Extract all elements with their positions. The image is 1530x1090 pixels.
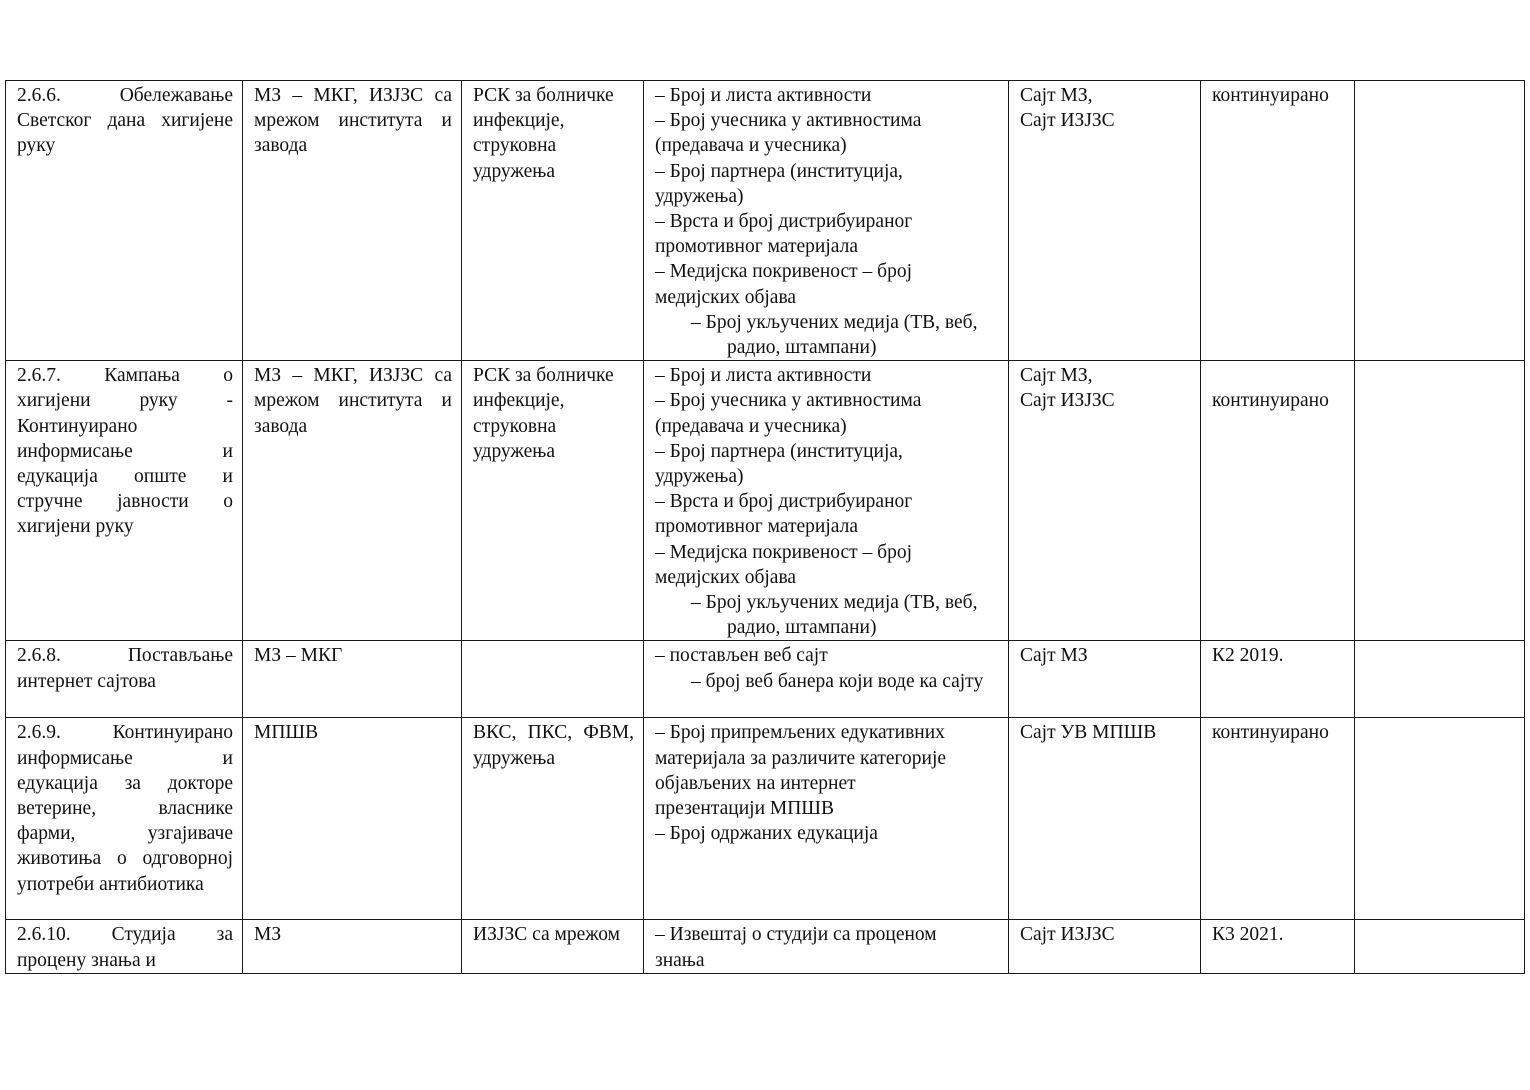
activity-cell: 2.6.7. Кампања о хигијени руку - Континуирано информисање и едукација опште и стручне јавности о хигијени руку — [6, 361, 243, 641]
source-cell: Сајт МЗ, Сајт ИЗЈЗС — [1009, 361, 1201, 641]
deadline-cell: К3 2021. — [1201, 920, 1355, 973]
activity-cell: 2.6.10. Студија за процену знања и — [6, 920, 243, 973]
note-cell — [1355, 81, 1525, 361]
responsible-cell: МЗ – МКГ, ИЗЈЗС са мрежом института и завода — [243, 81, 462, 361]
indicators-cell: – Број и листа активности – Број учесника у активностима (предавача и учесника) – Број партнера (институција, удружења) – Врста и број дистрибуираног промотивног материјала – Медијска покривеност – број медијских објава – Број укључених медија (ТВ, веб, радио, штампани) — [644, 81, 1009, 361]
partners-cell: ВКС, ПКС, ФВМ, удружења — [462, 718, 644, 920]
indicators-cell: – Извештај о студији са проценом знања — [644, 920, 1009, 973]
table-row — [6, 81, 1525, 361]
table-row — [6, 718, 1525, 920]
table-row — [6, 361, 1525, 641]
responsible-cell: МПШВ — [243, 718, 462, 920]
activities-table — [5, 80, 1525, 974]
indicators-cell: – Број и листа активности – Број учесника у активностима (предавача и учесника) – Број партнера (институција, удружења) – Врста и број дистрибуираног промотивног материјала – Медијска покривеност – број медијских објава – Број укључених медија (ТВ, веб, радио, штампани) — [644, 361, 1009, 641]
note-cell — [1355, 920, 1525, 973]
indicators-cell: – Број припремљених едукативних материјала за различите категорије објављених на интернет презентацији МПШВ – Број одржаних едукација — [644, 718, 1009, 920]
deadline-cell: континуирано — [1201, 718, 1355, 920]
note-cell — [1355, 718, 1525, 920]
sub-indicator: – Број укључених медија (ТВ, веб, радио, штампани) — [691, 311, 978, 359]
sub-indicator: – Број укључених медија (ТВ, веб, радио, штампани) — [691, 592, 978, 639]
source-cell: Сајт ИЗЈЗС — [1009, 920, 1201, 973]
partners-cell — [462, 641, 644, 718]
activity-cell: 2.6.8. Постављање интернет сајтова — [6, 641, 243, 718]
source-cell: Сајт МЗ, Сајт ИЗЈЗС — [1009, 81, 1201, 361]
responsible-cell: МЗ — [243, 920, 462, 973]
responsible-cell: МЗ – МКГ — [243, 641, 462, 718]
note-cell — [1355, 361, 1525, 641]
deadline-cell: континуирано — [1201, 361, 1355, 641]
source-cell: Сајт УВ МПШВ — [1009, 718, 1201, 920]
indicators-cell: – постављен веб сајт – број веб банера који воде ка сајту — [644, 641, 1009, 718]
source-cell: Сајт МЗ — [1009, 641, 1201, 718]
sub-indicator: – број веб банера који воде ка сајту — [691, 670, 984, 692]
partners-cell: РСК за болничке инфекције, струковна удружења — [462, 361, 644, 641]
partners-cell: ИЗЈЗС са мрежом — [462, 920, 644, 973]
deadline-cell: К2 2019. — [1201, 641, 1355, 718]
deadline-cell: континуирано — [1201, 81, 1355, 361]
activity-cell: 2.6.6. Обележавање Светског дана хигијене руку — [6, 81, 243, 361]
table-row — [6, 920, 1525, 973]
table-row — [6, 641, 1525, 718]
partners-cell: РСК за болничке инфекције, струковна удружења — [462, 81, 644, 361]
responsible-cell: МЗ – МКГ, ИЗЈЗС са мрежом института и завода — [243, 361, 462, 641]
note-cell — [1355, 641, 1525, 718]
activity-cell: 2.6.9. Континуирано информисање и едукација за докторе ветерине, власнике фарми, узгајиваче животиња о одговорној употреби антибиотика — [6, 718, 243, 920]
